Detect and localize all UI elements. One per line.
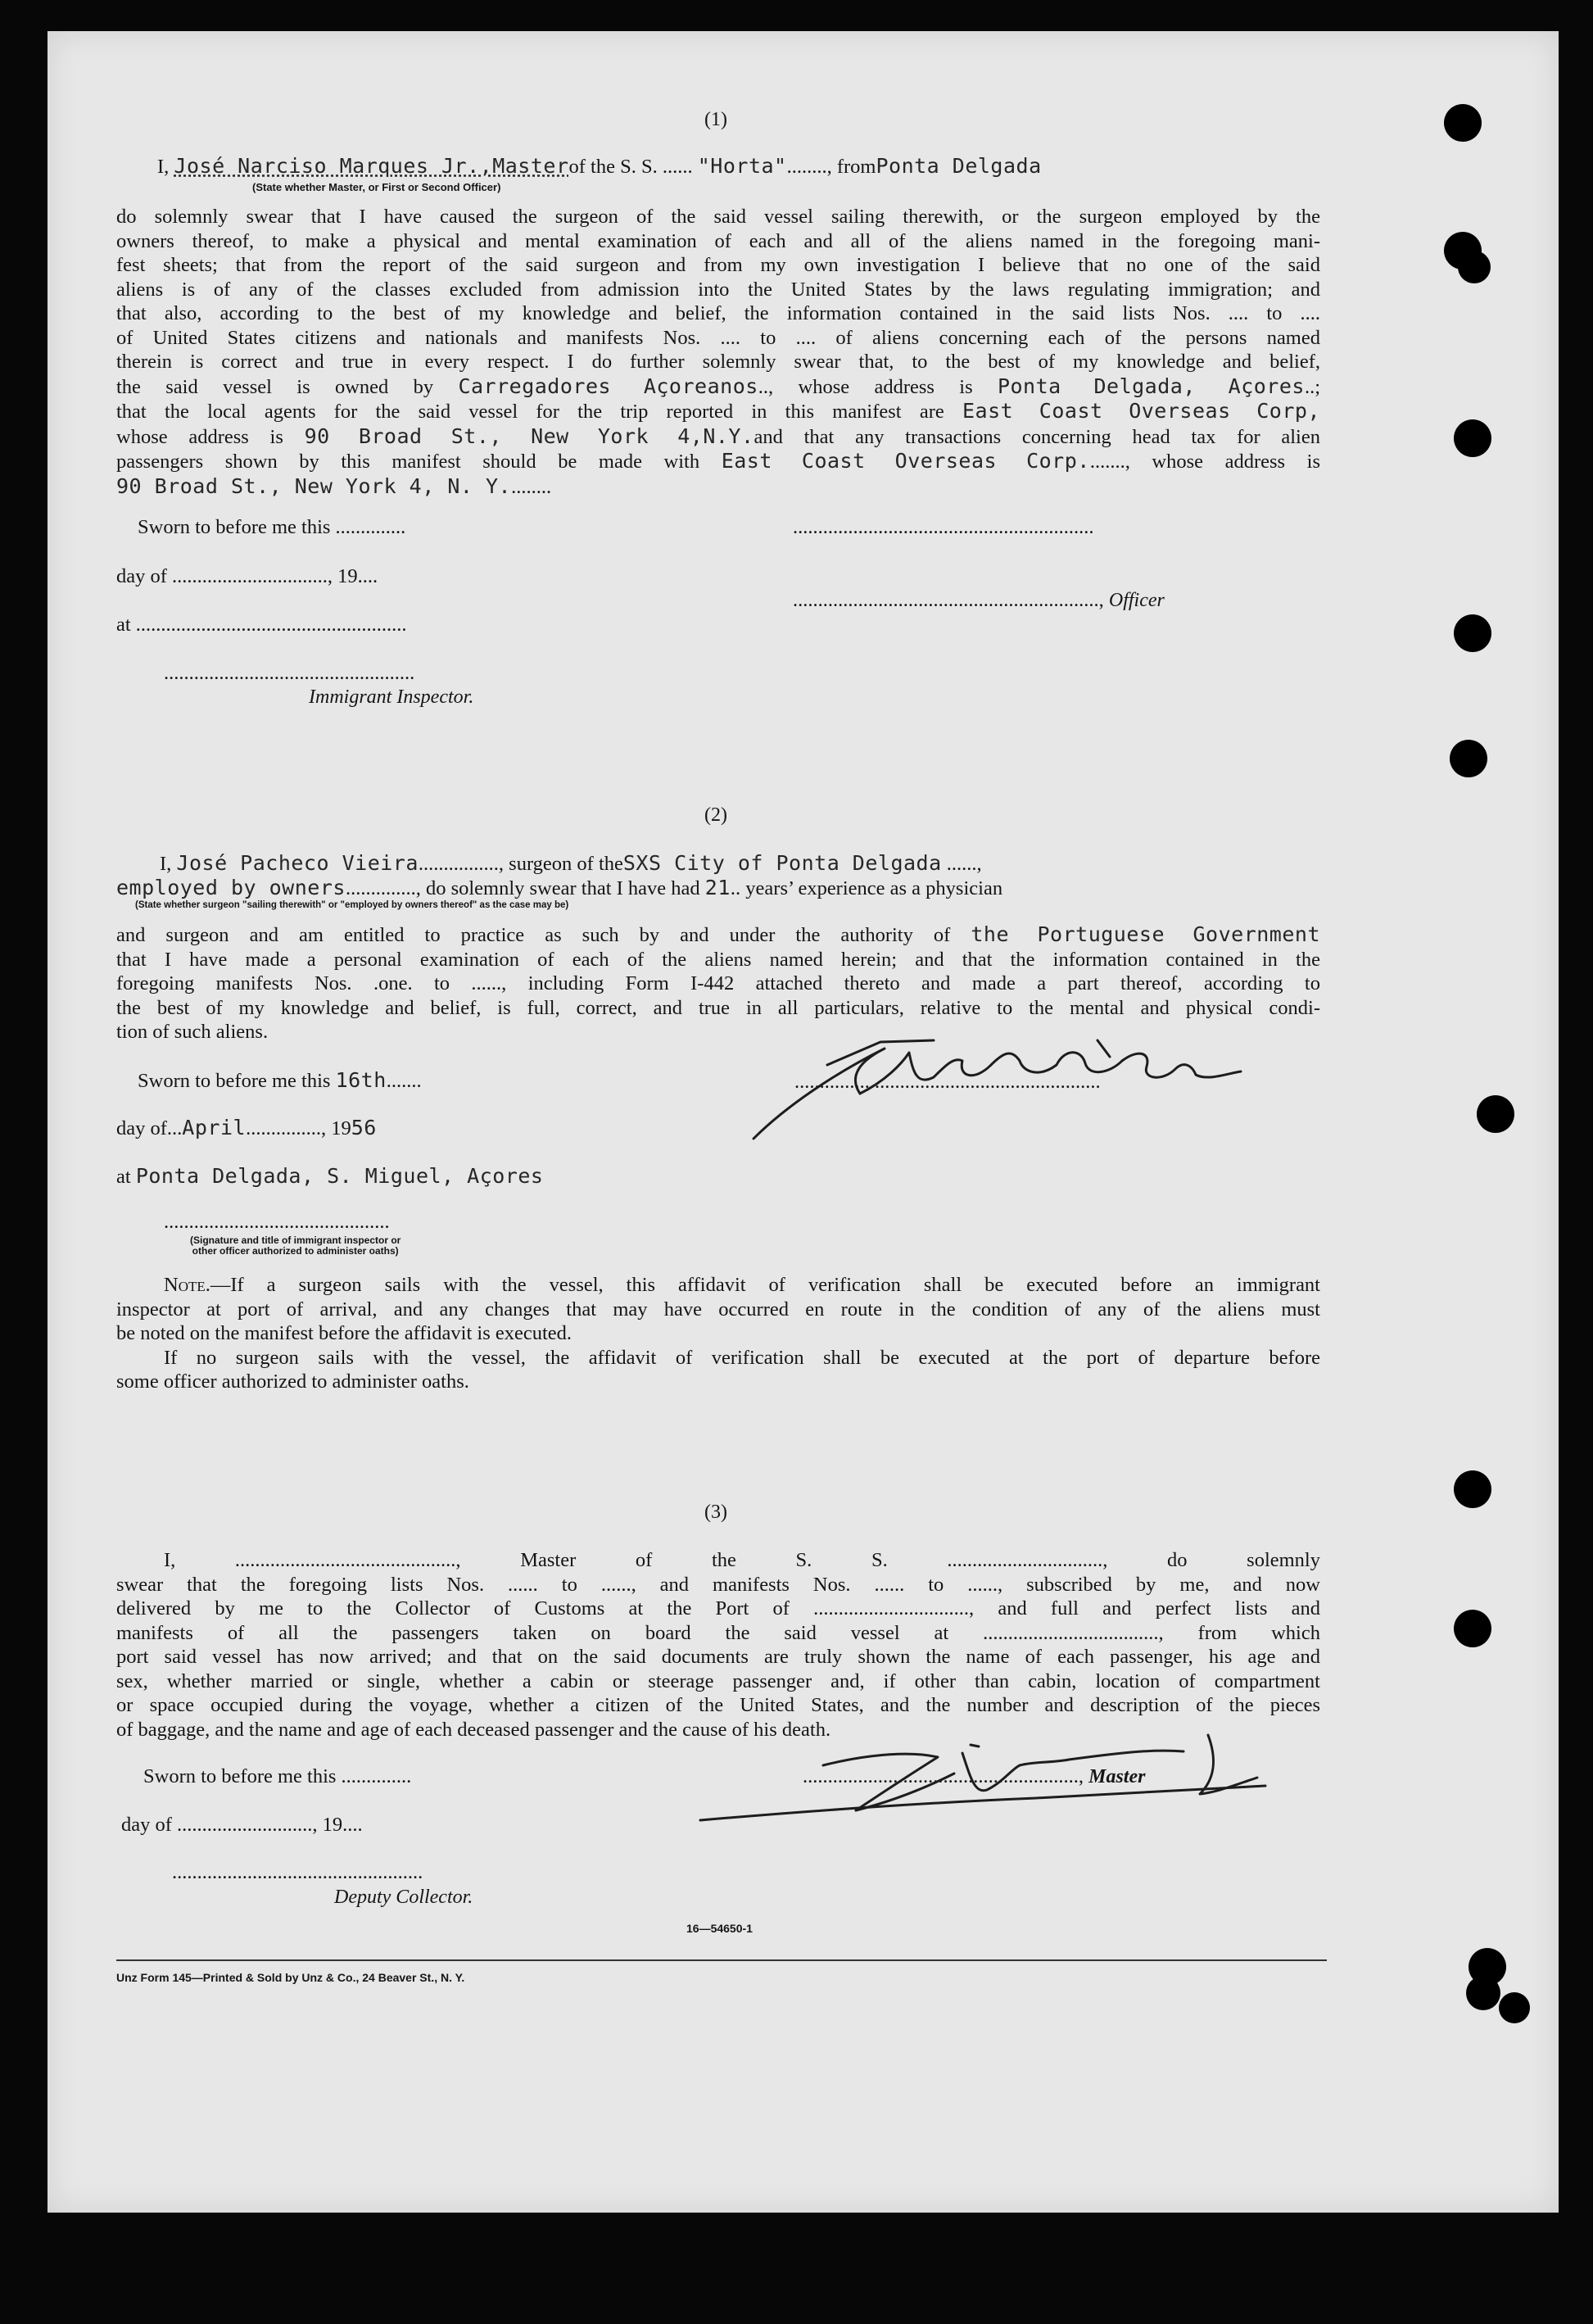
authority-label: and surgeon and am entitled to practice as such by and under the authority of [116,924,951,946]
punch-hole [1444,104,1482,142]
section-1-body [116,205,1320,499]
inspector-signature-line: .................................................. [164,662,415,684]
printer-imprint: Unz Form 145—Printed & Sold by Unz & Co., 24 Beaver St., N. Y. [116,1971,465,1984]
master-caption: (State whether Master, or First or Second Officer) [252,181,501,193]
note-text: —If a surgeon sails with the vessel, this affidavit of verification shall be executed before an immigrant [210,1274,1320,1296]
whose-address-label: whose address is [116,425,283,448]
licensing-authority: the Portuguese Government [971,922,1321,946]
sworn-line: Sworn to before me this .............. [143,1765,412,1787]
inspector-signature-line: ............................................. [164,1211,390,1233]
note-label: Note. [164,1274,210,1296]
head-tax-text: and that any transactions concerning head tax for alien [754,425,1320,448]
note-line: inspector at port of arrival, and any changes that may have occurred en route in the condition of any of the aliens must [116,1298,1320,1321]
dots: ................, [418,853,505,875]
day-line: day of ..........................., 19.... [121,1814,363,1836]
dots: ............................................................., [793,589,1104,611]
agents-line [116,399,1320,424]
punch-hole [1458,251,1491,283]
agents-address: 90 Broad St., New York 4,N.Y. [304,424,754,448]
deputy-collector-label: Deputy Collector. [334,1887,473,1908]
note-line: some officer authorized to administer oaths. [116,1370,469,1393]
section-3-number: (3) [704,1502,727,1523]
body-line: swear that the foregoing lists Nos. ...... to ......, and manifests Nos. ...... to ......, subscribed by me, and now [116,1573,1320,1596]
immigrant-inspector-label: Immigrant Inspector. [309,686,474,708]
body-line: that also, according to the best of my knowledge and belief, the information contained in the said lists Nos. .... to .... [116,302,1320,324]
at-line: at ...................................................... [116,614,407,636]
body-line: fest sheets; that from the report of the said surgeon and from my own investigation I believe that no one of the said [116,254,1320,276]
body-line: I, ............................................, Master of the S. S. ..............................., do solemnly [164,1549,1320,1571]
dots: ....... [386,1070,422,1092]
from-label: from [836,156,876,178]
note-line: If no surgeon sails with the vessel, the affidavit of verification shall be executed at the port of departure before [164,1346,1320,1369]
years-experience: 21 [704,876,731,899]
signature-caption [190,1235,401,1257]
body-line: aliens is of any of the classes excluded from admission into the United States by the laws regulating immigration; and [116,278,1320,301]
footer-rule [116,1959,1327,1961]
year-prefix: ..............., 19 [246,1117,351,1139]
dots: ...... [662,156,693,178]
collector-signature-line: .................................................. [172,1861,423,1883]
payee-address: 90 Broad St., New York 4, N. Y. [116,473,512,498]
signature-caption-line: (Signature and title of immigrant inspector or [190,1234,401,1246]
head-tax-label: passengers shown by this manifest should be made with [116,451,700,473]
body-line: tion of such aliens. [116,1021,269,1043]
sworn-label: Sworn to before me this [138,1070,331,1092]
punch-hole [1454,419,1491,457]
surgeon-ship: SXS City of Ponta Delgada [622,851,942,875]
surgeon-signature [737,1016,1310,1163]
note-paragraph [116,1273,1320,1394]
section-1-header-line [157,154,1042,179]
note-line: be noted on the manifest before the affidavit is executed. [116,1322,572,1344]
at-label: at [116,1166,131,1188]
master-name: José Narciso Marques Jr.,Master [174,154,569,178]
body-line: port said vessel has now arrived; and that on the said documents are truly shown the name of each passenger, his age and [116,1646,1320,1668]
sworn-year: 56 [351,1116,377,1139]
form-code: 16—54650-1 [686,1922,753,1935]
employment-line [116,876,1002,900]
body-line: manifests of all the passengers taken on board the said vessel at ..................................., from which [116,1621,1320,1644]
body-line: sex, whether married or single, whether a cabin or steerage passenger and, if other than cabin, location of compartment [116,1669,1320,1692]
body-line: the best of my knowledge and belief, is full, correct, and true in all particulars, relative to the mental and physical condi- [116,996,1320,1019]
day-of-label: day of [116,1117,167,1139]
punch-hole [1466,1976,1500,2010]
body-line: of United States citizens and nationals and manifests Nos. .... to .... of aliens concerning each of the persons named [116,326,1320,349]
authority-line [116,922,1320,948]
section-1-pre: I, [157,156,170,178]
owned-label: the said vessel is owned by [116,375,434,398]
departure-port: Ponta Delgada [876,154,1042,178]
punch-hole [1454,1610,1491,1647]
punch-hole [1454,614,1491,652]
surgeon-name: José Pacheco Vieira [176,851,419,875]
experience-text: .. years’ experience as a physician [730,877,1003,899]
dots: ..; [1304,375,1321,398]
dots: ......................................................., [803,1765,1084,1787]
employment-status: employed by owners [116,876,346,899]
payee-address-line [116,474,1320,500]
sworn-day: 16th [335,1068,387,1092]
whose-address: .., whose address is [758,375,973,398]
sworn-date-line [138,1068,422,1093]
local-agents: East Coast Overseas Corp, [962,399,1321,423]
whose-address-label: ......., whose address is [1089,451,1321,473]
officer-label: Officer [1108,590,1165,611]
punch-hole [1499,1992,1530,2023]
of-ss: of the S. S. [568,156,658,178]
surgeon-signature-line: ............................................................. [794,1071,1101,1093]
body-line: foregoing manifests Nos. .one. to ......, including Form I-442 attached thereto and made a part thereof, according to [116,972,1320,994]
dots: ........ [511,475,552,498]
body-line: therein is correct and true in every respect. I do further solemnly swear that, to the best of my knowledge and belief, [116,351,1320,373]
officer-line [793,589,1165,612]
section-2-number: (2) [704,804,727,826]
punch-hole [1454,1470,1491,1508]
body-line: of baggage, and the name and age of each deceased passenger and the cause of his death. [116,1718,831,1741]
officer-signature-line: ............................................................ [793,516,1094,538]
day-line: day of ..............................., 19.... [116,565,378,587]
vessel-owner: Carregadores Açoreanos [458,374,758,398]
head-tax-payee: East Coast Overseas Corp. [721,449,1090,473]
body-line: delivered by me to the Collector of Customs at the Port of ..............................., and full and perfect lists and [116,1597,1320,1620]
punch-hole [1477,1095,1514,1133]
body-line: owners thereof, to make a physical and mental examination of each and all of the aliens named in the foregoing mani- [116,229,1320,252]
owner-line [116,374,1320,400]
body-line: or space occupied during the voyage, whether a citizen of the United States, and the number and description of the pieces [116,1694,1320,1716]
owner-address: Ponta Delgada, Açores [997,374,1305,398]
master-signature [692,1728,1331,1827]
sworn-month: April [182,1116,247,1139]
body-line: do solemnly swear that I have caused the surgeon of the said vessel sailing therewith, or the surgeon employed by the [116,206,1320,228]
dots: ........, [786,156,832,178]
signature-caption-line: other officer authorized to administer oaths) [192,1245,399,1257]
swear-text: .............., do solemnly swear that I have had [345,877,700,899]
master-label: Master [1088,1766,1146,1787]
ship-name: "Horta" [697,154,787,178]
section-1-number: (1) [704,109,727,130]
body-line: that I have made a personal examination of each of the aliens named herein; and that the information contained in the [116,948,1320,971]
surgeon-line [160,851,982,876]
surgeon-of-label: surgeon of the [509,853,623,875]
note-line [116,1273,1320,1298]
head-tax-line [116,449,1320,474]
sworn-place: Ponta Delgada, S. Miguel, Açores [135,1164,544,1188]
section-2-pre: I, [160,853,172,875]
month-line: day of...April..............., 1956 [116,1116,377,1139]
sworn-line: Sworn to before me this .............. [138,516,406,538]
dots: ......, [946,853,982,875]
employment-caption: (State whether surgeon "sailing therewith" or "employed by owners thereof" as the case may be) [135,900,569,910]
agents-address-line [116,424,1320,450]
punch-hole [1450,740,1487,777]
section-3-body [116,1548,1320,1742]
agents-label: that the local agents for the said vessel for the trip reported in this manifest are [116,401,944,423]
place-line [116,1164,543,1189]
